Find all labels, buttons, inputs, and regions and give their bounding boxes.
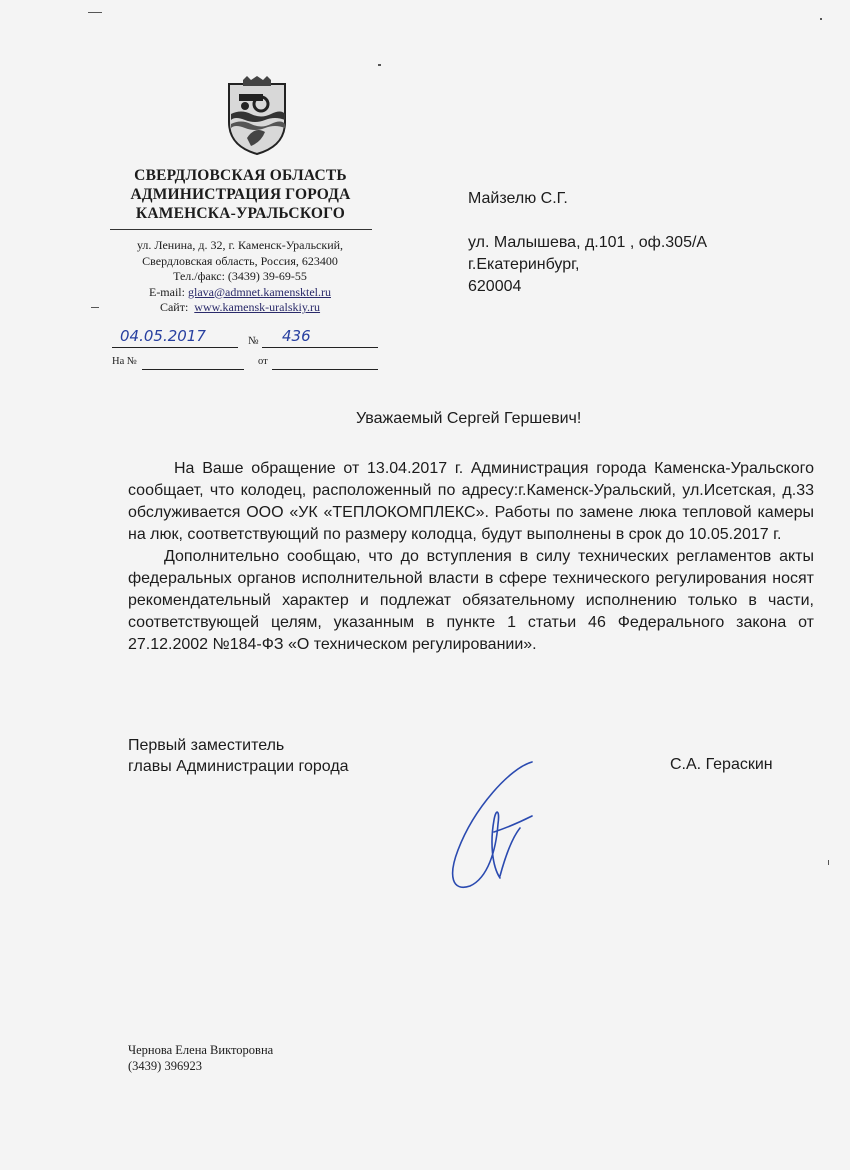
from-underline <box>272 369 378 370</box>
scan-speck <box>828 860 829 865</box>
addressee-city: г.Екатеринбург, <box>468 256 580 273</box>
executor-info <box>128 1042 273 1074</box>
salutation: Уважаемый Сергей Гершевич! <box>356 410 582 427</box>
scan-speck <box>378 64 381 66</box>
signer-name: С.А. Гераскин <box>670 756 773 773</box>
body-paragraph-2: Дополнительно сообщаю, что до вступления в силу технических регламентов акты федеральных органов исполнительной власти в сфере технического регулирования носят рекомендательный характер и подлежат обязательному исполнению только в части, соответствующей целям, указанным в пункте 1 статьи 46 Федерального закона от 27.12.2002 №184-ФЗ «О техническом регулировании». <box>128 548 814 653</box>
region-name: СВЕРДЛОВСКАЯ ОБЛАСТЬ <box>134 167 347 184</box>
org-name-line1: АДМИНИСТРАЦИЯ ГОРОДА <box>130 186 351 203</box>
coat-of-arms <box>225 76 289 156</box>
date-underline <box>112 347 238 348</box>
email-line <box>104 285 376 301</box>
signer-position-line2: главы Администрации города <box>128 758 349 775</box>
in-reply-underline <box>142 369 244 370</box>
addressee-postcode: 620004 <box>468 278 522 295</box>
handwritten-signature <box>440 758 560 898</box>
site-link[interactable]: www.kamensk-uralskiy.ru <box>194 300 321 314</box>
email-label: E-mail: <box>148 284 185 299</box>
outgoing-date: 04.05.2017 <box>120 327 206 345</box>
address-line2: Свердловская область, Россия, 623400 <box>142 253 338 268</box>
org-contacts <box>104 238 376 316</box>
site-line <box>104 300 376 316</box>
outgoing-number: 436 <box>282 327 311 345</box>
scan-speck <box>820 18 822 20</box>
scan-speck <box>88 12 102 13</box>
organization-header <box>108 166 373 223</box>
addressee-street: ул. Малышева, д.101 , оф.305/А <box>468 234 708 251</box>
phone-label: Тел./факс: <box>173 269 225 283</box>
signer-position-line1: Первый заместитель <box>128 737 285 754</box>
letter-body <box>128 458 814 656</box>
addressee-gap <box>468 210 707 232</box>
from-label: от <box>258 356 268 367</box>
addressee-block <box>468 188 707 298</box>
header-divider <box>110 229 372 230</box>
org-name-line2: КАМЕНСКА-УРАЛЬСКОГО <box>135 205 346 222</box>
number-label: № <box>248 335 259 347</box>
executor-phone: (3439) 396923 <box>128 1059 202 1073</box>
signer-position <box>128 735 349 777</box>
executor-name: Чернова Елена Викторовна <box>128 1043 274 1057</box>
incoming-registration <box>112 356 380 372</box>
body-paragraph-1: На Ваше обращение от 13.04.2017 г. Администрация города Каменска-Уральского сообщает, что колодец, расположенный по адресу:г.Каменск-Уральский, ул.Исетская, д.33 обслуживается ООО «УК «ТЕПЛОКОМПЛЕКС». Работы по замене люка тепловой камеры на люк, соответствующий по размеру колодца, будут выполнены в срок до 10.05.2017 г. <box>128 460 814 543</box>
address-line1: ул. Ленина, д. 32, г. Каменск-Уральский, <box>136 238 344 252</box>
phone-value: (3439) 39-69-55 <box>227 269 307 283</box>
number-underline <box>262 347 378 348</box>
email-link[interactable]: glava@admnet.kamensktel.ru <box>187 284 331 299</box>
site-label: Сайт: <box>159 300 189 314</box>
outgoing-registration <box>112 327 380 349</box>
scan-speck <box>91 307 99 308</box>
in-reply-label: На № <box>112 356 137 367</box>
addressee-name: Майзелю С.Г. <box>468 190 568 207</box>
phone-line <box>104 269 376 285</box>
